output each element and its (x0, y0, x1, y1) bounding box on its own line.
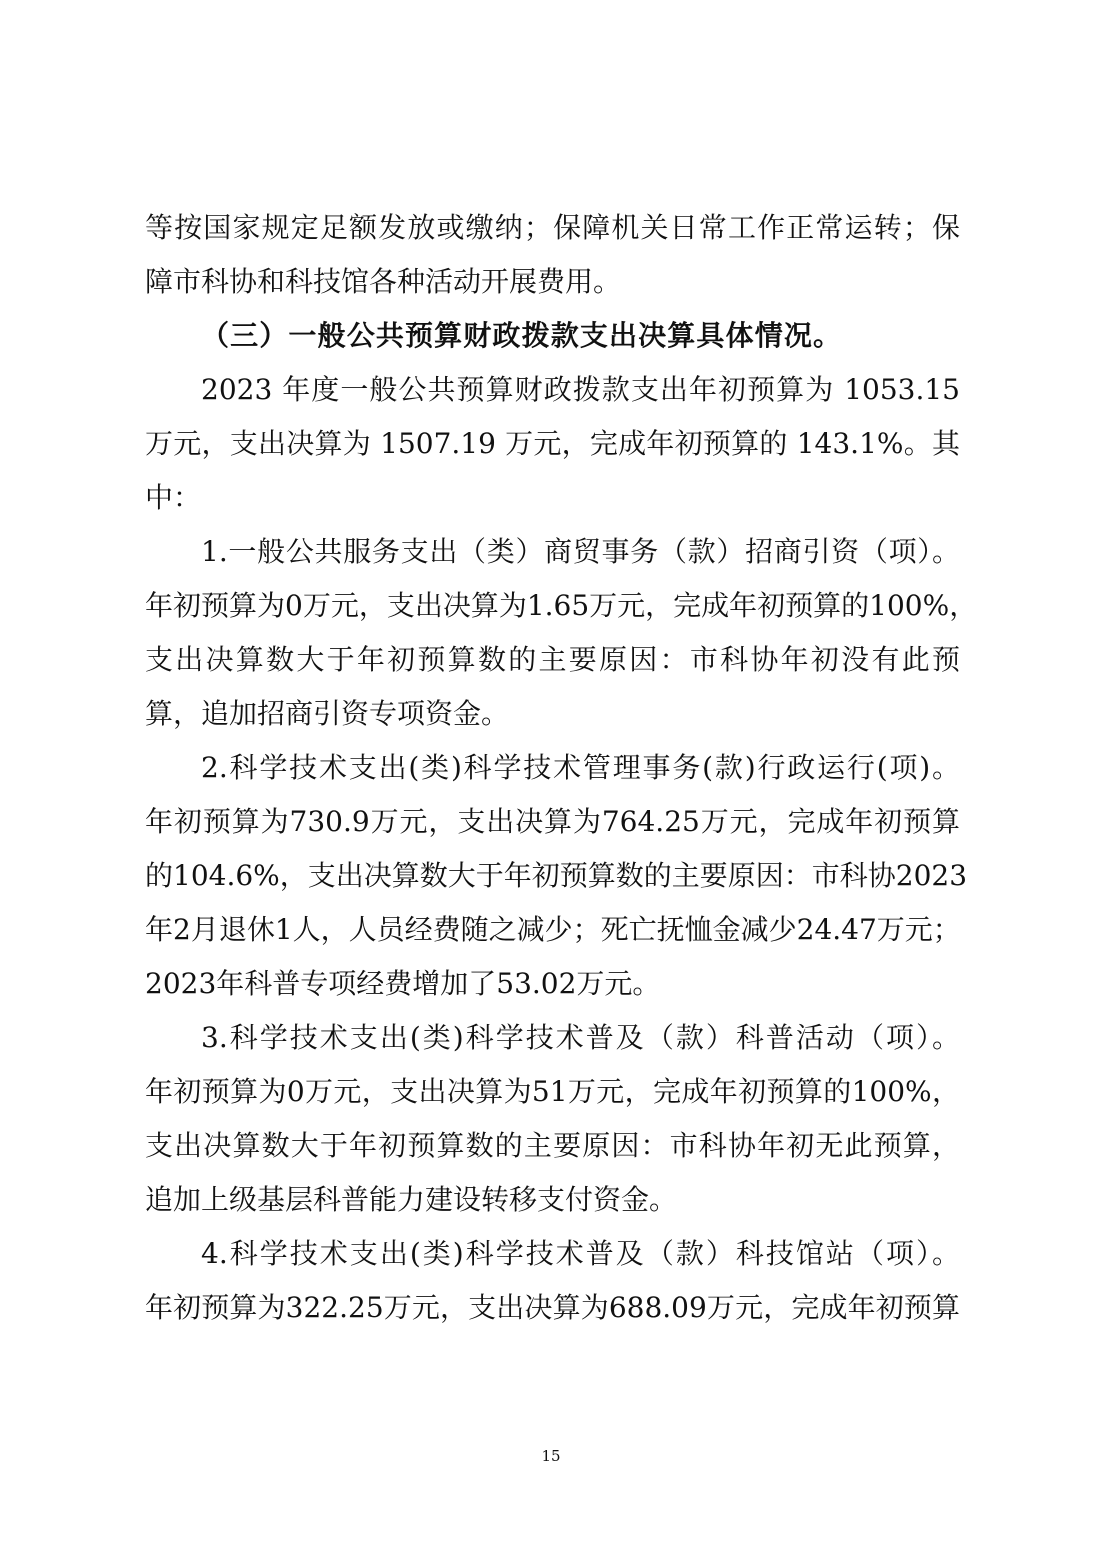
text-line: 3.科学技术支出(类)科学技术普及（款）科普活动（项）。 (201, 1021, 960, 1054)
text-line: 年初预算为730.9万元，支出决算为764.25万元，完成年初预算 (145, 805, 960, 838)
text-line: 年初预算为0万元，支出决算为1.65万元，完成年初预算的100%， (145, 589, 978, 622)
text-line: 2.科学技术支出(类)科学技术管理事务(款)行政运行(项)。 (201, 751, 960, 784)
text-line: 追加上级基层科普能力建设转移支付资金。 (145, 1183, 678, 1216)
text-line: 支出决算数大于年初预算数的主要原因：市科协年初没有此预 (145, 643, 960, 676)
text-line: 等按国家规定足额发放或缴纳；保障机关日常工作正常运转；保 (145, 211, 960, 244)
text-line: 中： (145, 481, 202, 514)
text-line: 1.一般公共服务支出（类）商贸事务（款）招商引资（项）。 (201, 535, 960, 568)
text-line: 障市科协和科技馆各种活动开展费用。 (145, 265, 622, 298)
text-line: 支出决算数大于年初预算数的主要原因：市科协年初无此预算， (145, 1129, 960, 1162)
text-line: 算，追加招商引资专项资金。 (145, 697, 510, 730)
text-line: 万元，支出决算为 1507.19 万元，完成年初预算的 143.1%。其 (145, 427, 960, 460)
text-line: 的104.6%，支出决算数大于年初预算数的主要原因：市科协2023 (145, 859, 968, 892)
page-number: 15 (541, 1447, 561, 1465)
text-line: 2023 年度一般公共预算财政拨款支出年初预算为 1053.15 (201, 373, 960, 406)
text-line: 年2月退休1人，人员经费随之减少；死亡抚恤金减少24.47万元； (145, 913, 961, 946)
text-line: 年初预算为0万元，支出决算为51万元，完成年初预算的100%， (145, 1075, 960, 1108)
section-heading: （三）一般公共预算财政拨款支出决算具体情况。 (201, 319, 841, 352)
text-line: 年初预算为322.25万元，支出决算为688.09万元，完成年初预算 (145, 1291, 960, 1324)
text-line: 2023年科普专项经费增加了53.02万元。 (145, 967, 661, 1000)
text-line: 4.科学技术支出(类)科学技术普及（款）科技馆站（项）。 (201, 1237, 960, 1270)
